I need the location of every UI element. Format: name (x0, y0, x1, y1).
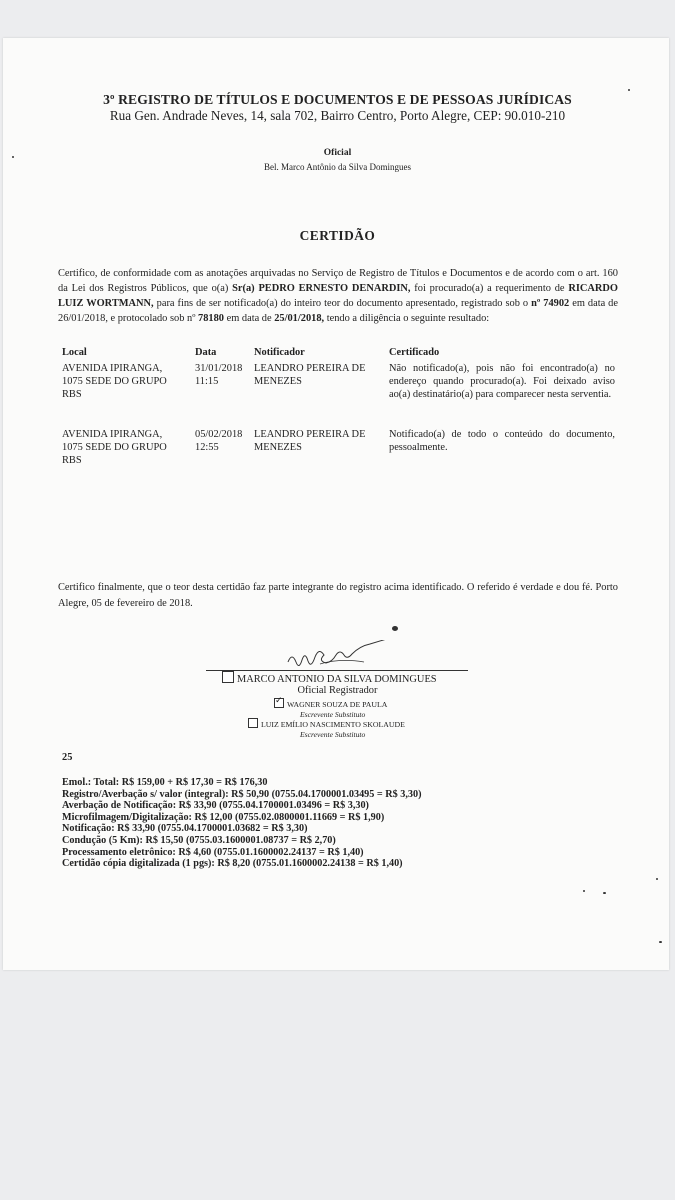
substitute-2-name: LUIZ EMÍLIO NASCIMENTO SKOLAUDE (261, 720, 405, 729)
document-title: CERTIDÃO (299, 228, 376, 243)
notificador-line: LEANDRO PEREIRA DE (254, 363, 366, 374)
notificador-line: LEANDRO PEREIRA DE (254, 429, 366, 440)
fee-line: Certidão cópia digitalizada (1 pgs): R$ 8,20 (0755.01.1600002.24138 = R$ 1,40) (62, 858, 403, 870)
signer-row (222, 671, 437, 685)
substitute-2-row (248, 718, 405, 729)
registry-address: Rua Gen. Andrade Neves, 14, sala 702, Bairro Centro, Porto Alegre, CEP: 90.010-210 (109, 108, 566, 123)
intro-paragraph (58, 266, 618, 326)
intro-text: Certifico, de conformidade com as anotações arquivadas no Serviço de Registro de Títulos e Documentos e de acordo com o art. 160 da Lei dos Registros Públicos, que o(a) (58, 268, 618, 294)
oficial-label: Oficial (323, 148, 352, 158)
signer-role: Oficial Registrador (297, 685, 378, 696)
table-row-2-local (62, 428, 192, 467)
fee-line: Condução (5 Km): R$ 15,50 (0755.03.1600001.08737 = R$ 2,70) (62, 834, 336, 846)
intro-protocol-number: 78180 (198, 313, 224, 324)
fee-line: Averbação de Notificação: R$ 33,90 (0755.04.1700001.03496 = R$ 3,30) (62, 800, 369, 812)
intro-text: para fins de ser notificado(a) do inteiro teor do documento apresentado, registrado sob o (153, 298, 532, 309)
local-line: RBS (62, 455, 82, 466)
scan-speck (12, 156, 14, 158)
fees-list (62, 777, 422, 870)
scan-speck (656, 878, 658, 880)
intro-text: em data de 26/01/2018, e protocolado sob nº (58, 298, 618, 324)
scan-speck (603, 892, 606, 894)
intro-registry-number: nº 74902 (531, 298, 570, 309)
local-line: 1075 SEDE DO GRUPO (62, 442, 167, 453)
intro-text: em data de (224, 313, 275, 324)
date-value: 05/02/2018 (195, 429, 243, 440)
column-header-notificador: Notificador (254, 347, 305, 358)
table-row-1-date (195, 362, 242, 388)
substitute-1-row (274, 698, 387, 709)
substitute-2-role: Escrevente Substituto (300, 730, 366, 739)
fee-line: Emol.: Total: R$ 159,00 + R$ 17,30 = R$ 176,30 (62, 777, 268, 788)
page-number: 25 (62, 752, 73, 763)
local-line: RBS (62, 389, 82, 400)
intro-text: tendo a diligência o seguinte resultado: (324, 313, 490, 324)
fee-line: Registro/Averbação s/ valor (integral): R$ 50,90 (0755.04.1700001.03495 = R$ 3,30) (62, 788, 422, 800)
intro-person: Sr(a) PEDRO ERNESTO DENARDIN, (232, 283, 411, 294)
time-value: 11:15 (195, 376, 219, 387)
checkbox-icon (248, 718, 258, 728)
local-line: AVENIDA IPIRANGA, (62, 363, 163, 374)
intro-text: foi procurado(a) a requerimento de (410, 283, 569, 294)
fee-line: Notificação: R$ 33,90 (0755.04.1700001.03682 = R$ 3,30) (62, 823, 308, 835)
column-header-local: Local (62, 347, 87, 358)
checked-checkbox-icon (274, 698, 284, 708)
intro-protocol-date: 25/01/2018, (274, 313, 325, 324)
final-statement: Certifico finalmente, que o teor desta certidão faz parte integrante do registro acima identificado. O referido é verdade e dou fé. Porto Alegre, 05 de fevereiro de 2018. (58, 582, 618, 609)
table-row-1-notificador (254, 362, 365, 388)
notificador-line: MENEZES (254, 376, 302, 387)
intro-requester: RICARDO LUIZ WORTMANN, (58, 283, 619, 309)
table-row-1-local (62, 362, 192, 401)
substitute-1-role: Escrevente Substituto (300, 710, 366, 719)
column-header-certificado: Certificado (389, 347, 440, 358)
table-row-2-notificador (254, 428, 365, 454)
checkbox-icon (222, 671, 234, 683)
local-line: AVENIDA IPIRANGA, (62, 429, 163, 440)
column-header-data: Data (195, 347, 217, 358)
fee-line: Microfilmagem/Digitalização: R$ 12,00 (0755.02.0800001.11669 = R$ 1,90) (62, 811, 385, 823)
notificador-line: MENEZES (254, 442, 302, 453)
registry-title: 3º REGISTRO DE TÍTULOS E DOCUMENTOS E DE PESSOAS JURÍDICAS (103, 92, 572, 107)
local-line: 1075 SEDE DO GRUPO (62, 376, 167, 387)
date-value: 31/01/2018 (195, 363, 243, 374)
scan-speck (583, 890, 585, 892)
oficial-name: Bel. Marco Antônio da Silva Domingues (264, 162, 411, 172)
scan-speck (659, 941, 662, 943)
table-row-1-certificado: Não notificado(a), pois não foi encontrado(a) no endereço quando procurado(a). Foi deixado aviso ao(a) destinatário(a) para comparecer nesta serventia. (389, 363, 615, 400)
signer-name: MARCO ANTONIO DA SILVA DOMINGUES (237, 674, 437, 685)
scan-speck (392, 626, 398, 631)
table-row-2-date (195, 428, 242, 454)
fee-line: Processamento eletrônico: R$ 4,60 (0755.01.1600002.24137 = R$ 1,40) (62, 846, 364, 858)
time-value: 12:55 (195, 442, 219, 453)
substitute-1-name: WAGNER SOUZA DE PAULA (287, 700, 388, 709)
table-row-2-certificado: Notificado(a) de todo o conteúdo do documento, pessoalmente. (389, 429, 615, 453)
handwritten-signature (280, 640, 410, 674)
scan-speck (628, 89, 630, 91)
